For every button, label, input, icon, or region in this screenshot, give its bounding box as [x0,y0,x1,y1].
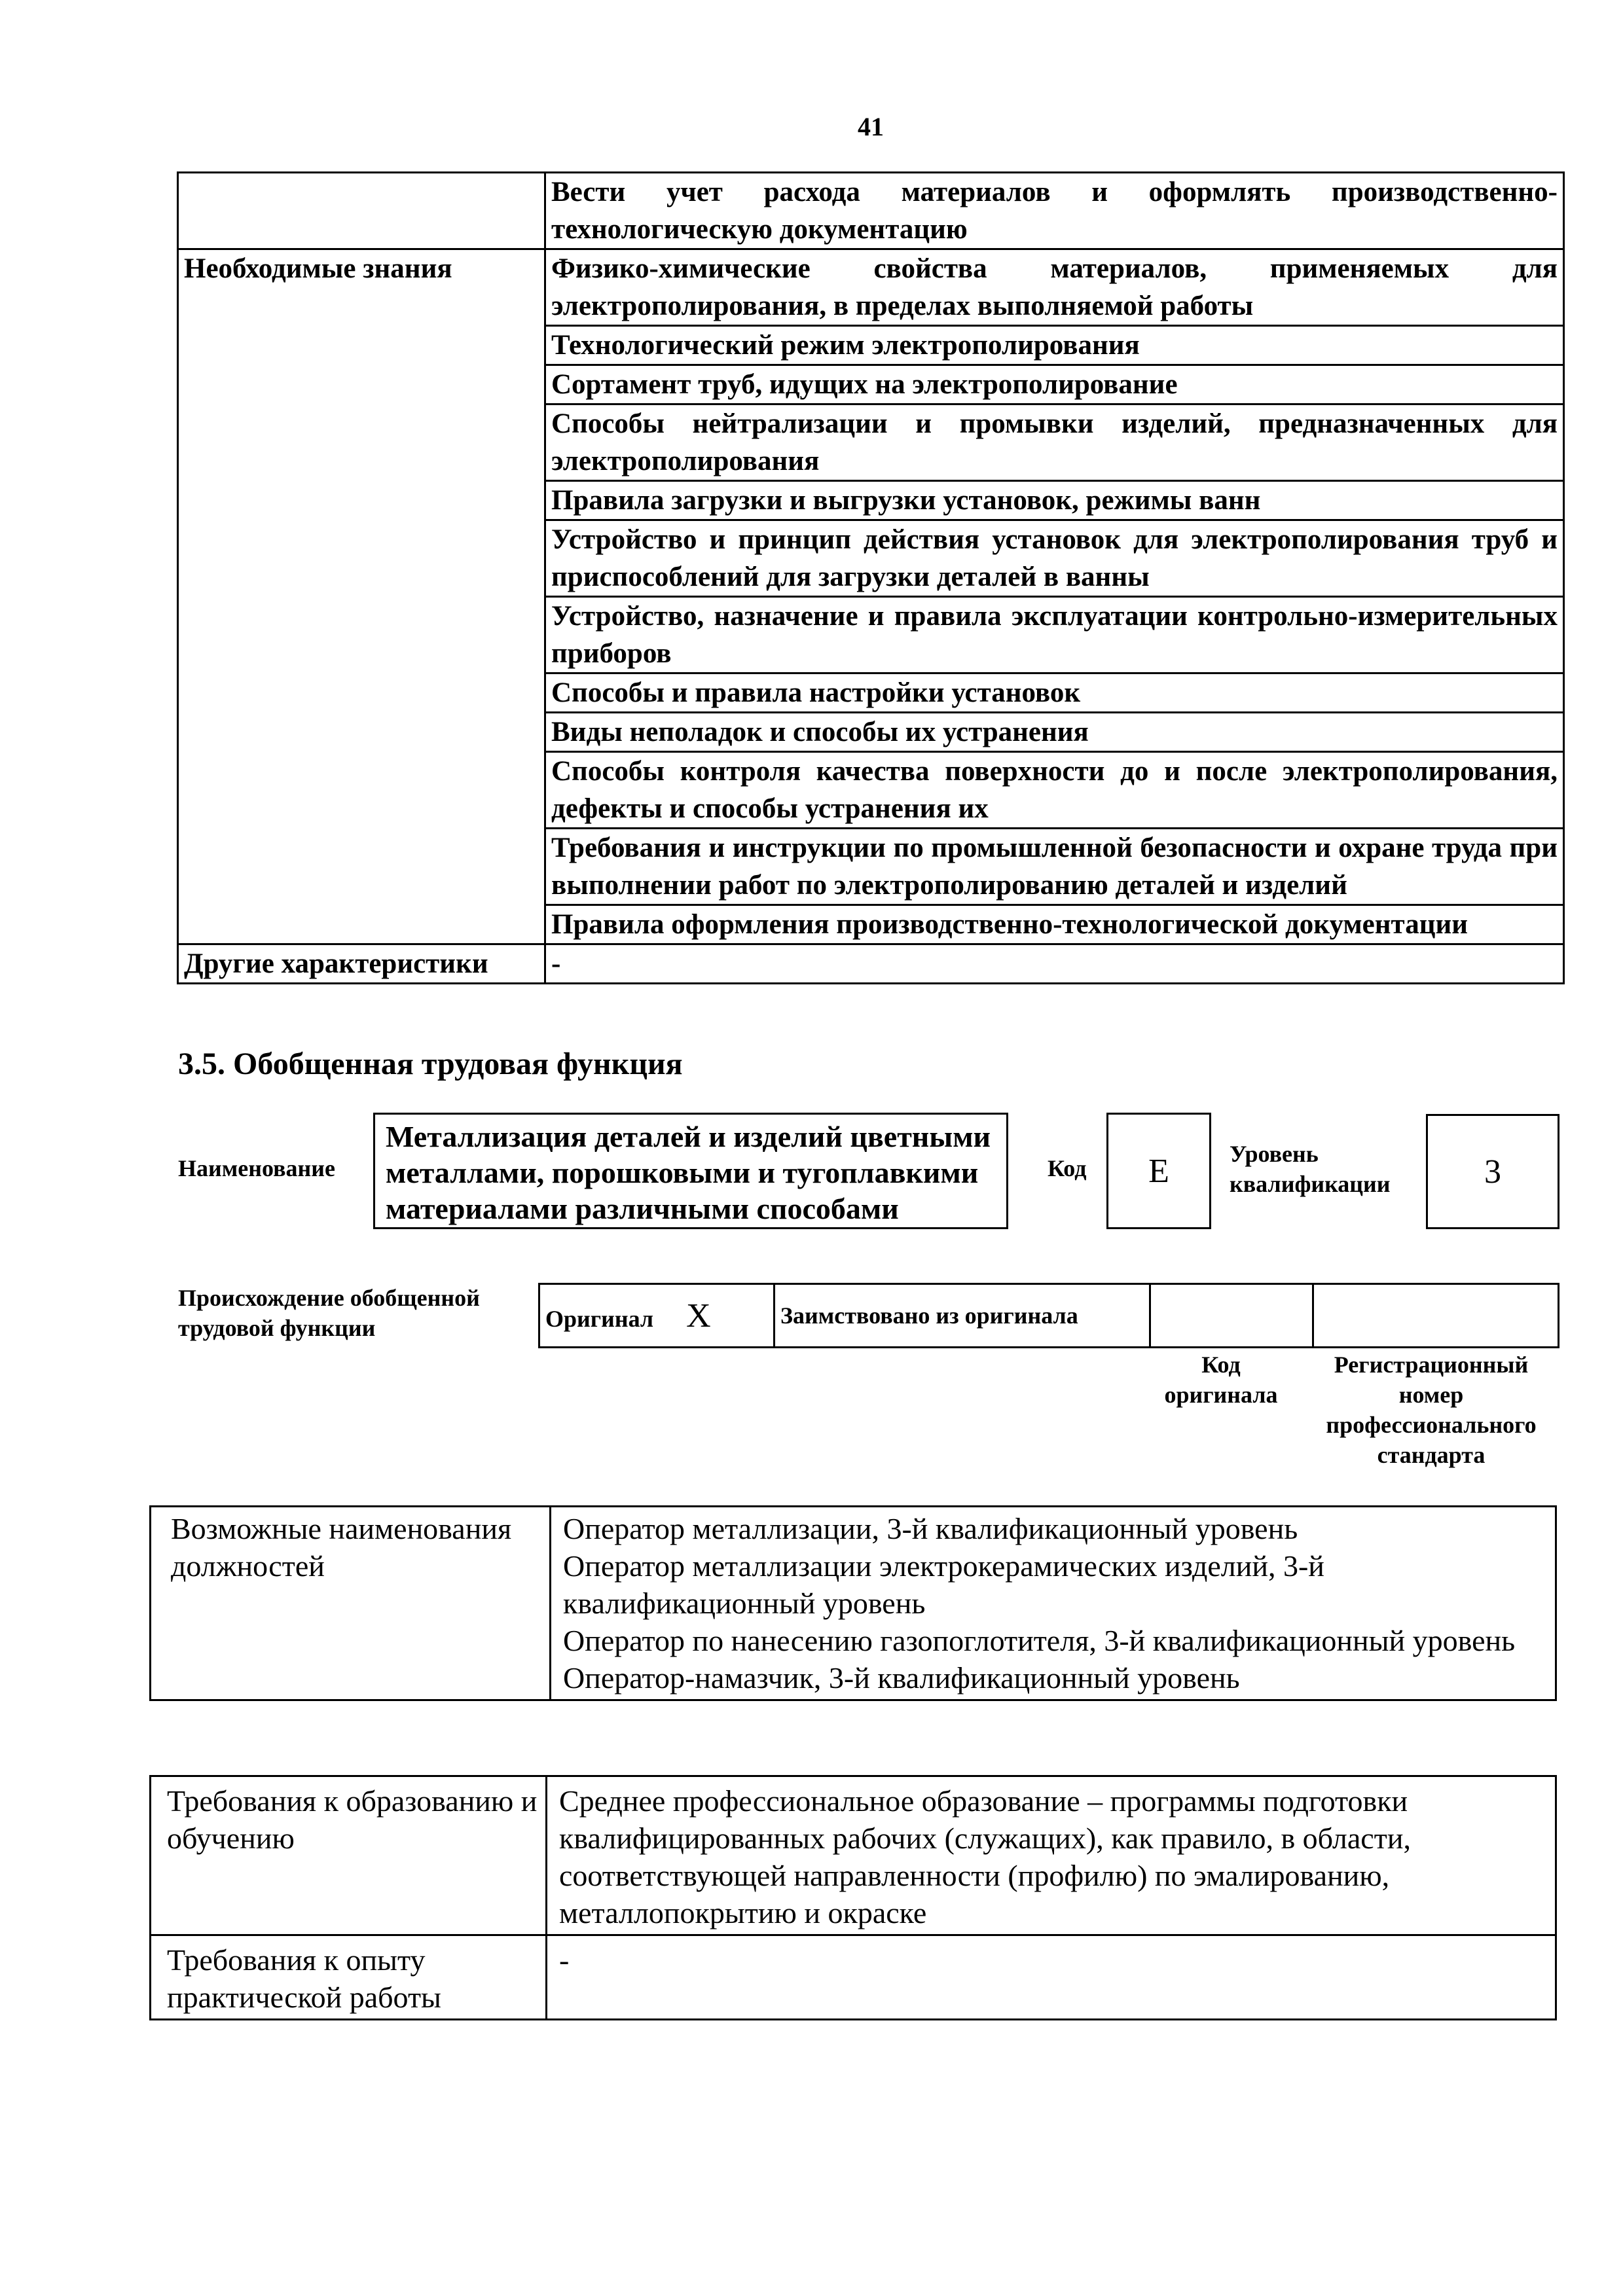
experience-label: Требования к опыту практической работы [151,1935,547,2020]
origin-label: Происхождение обобщенной трудовой функции [178,1285,480,1341]
caption-code-original: Код оригинала [1164,1352,1278,1408]
table-cell: Требования и инструкции по промышленной безопасности и охране труда при выполнении работ по электрополированию деталей и изделий [545,829,1564,905]
table-row [539,1284,1559,1348]
table-cell: Вести учет расхода материалов и оформлять производственно-технологическую документацию [545,173,1564,249]
table-row [178,944,1564,984]
original-cell [539,1284,775,1348]
row-label [178,173,545,249]
requirements-table [149,1775,1557,2020]
caption-reg-number: Регистрационный номер профессионального стандарта [1326,1352,1537,1468]
table-cell: Устройство и принцип действия установок для электрополирования труб и приспособлений для загрузки деталей в ванны [545,520,1564,597]
list-item: Оператор металлизации, 3-й квалификационный уровень [563,1512,1298,1545]
level-label: Уровень квалификации [1230,1141,1391,1197]
code-value: E [1106,1113,1211,1229]
table-cell: Способы и правила настройки установок [545,673,1564,713]
experience-value: - [547,1935,1556,2020]
list-item: Оператор по нанесению газопоглотителя, 3-й квалификационный уровень [563,1624,1516,1657]
table-row [178,249,1564,326]
list-item: Оператор металлизации электрокерамических изделий, 3-й квалификационный уровень [563,1549,1324,1620]
table-row [178,173,1564,249]
knowledge-table [177,171,1565,984]
education-value: Среднее профессиональное образование – программы подготовки квалифицированных рабочих (служащих), как правило, в области, соответствующей направленности (профилю) по эмалированию, металлопокрытию и окраске [547,1776,1556,1935]
borrowed-cell: Заимствовано из оригинала [775,1284,1150,1348]
original-mark: X [686,1297,711,1335]
positions-table [149,1505,1557,1701]
reg-number-cell [1313,1284,1559,1348]
page-number: 41 [858,112,884,141]
name-value: Металлизация деталей и изделий цветными металлами, порошковыми и тугоплавкими материалами различными способами [373,1113,1008,1229]
table-cell: Способы контроля качества поверхности до и после электрополирования, дефекты и способы устранения их [545,752,1564,829]
table-cell: Технологический режим электрополирования [545,326,1564,365]
table-cell: Правила оформления производственно-технологической документации [545,905,1564,944]
section-title: 3.5. Обобщенная трудовая функция [178,1047,683,1081]
table-cell: Виды неполадок и способы их устранения [545,713,1564,752]
table-cell: Сортамент труб, идущих на электрополирование [545,365,1564,404]
code-label: Код [1048,1155,1087,1181]
code-original-cell [1150,1284,1313,1348]
table-cell: Способы нейтрализации и промывки изделий, предназначенных для электрополирования [545,404,1564,481]
positions-list [551,1507,1556,1700]
table-row [151,1507,1556,1700]
table-row [151,1776,1556,1935]
table-cell: Устройство, назначение и правила эксплуатации контрольно-измерительных приборов [545,597,1564,673]
list-item: Оператор-намазчик, 3-й квалификационный уровень [563,1661,1240,1695]
table-cell: - [545,944,1564,984]
table-cell: Правила загрузки и выгрузки установок, режимы ванн [545,481,1564,520]
name-label: Наименование [178,1155,335,1181]
table-row [151,1935,1556,2020]
origin-table [538,1283,1559,1348]
row-label: Другие характеристики [178,944,545,984]
level-value: 3 [1426,1114,1559,1229]
table-cell: Физико-химические свойства материалов, применяемых для электрополирования, в пределах выполняемой работы [545,249,1564,326]
positions-label: Возможные наименования должностей [151,1507,551,1700]
original-label: Оригинал [545,1305,654,1332]
row-label: Необходимые знания [178,249,545,944]
education-label: Требования к образованию и обучению [151,1776,547,1935]
